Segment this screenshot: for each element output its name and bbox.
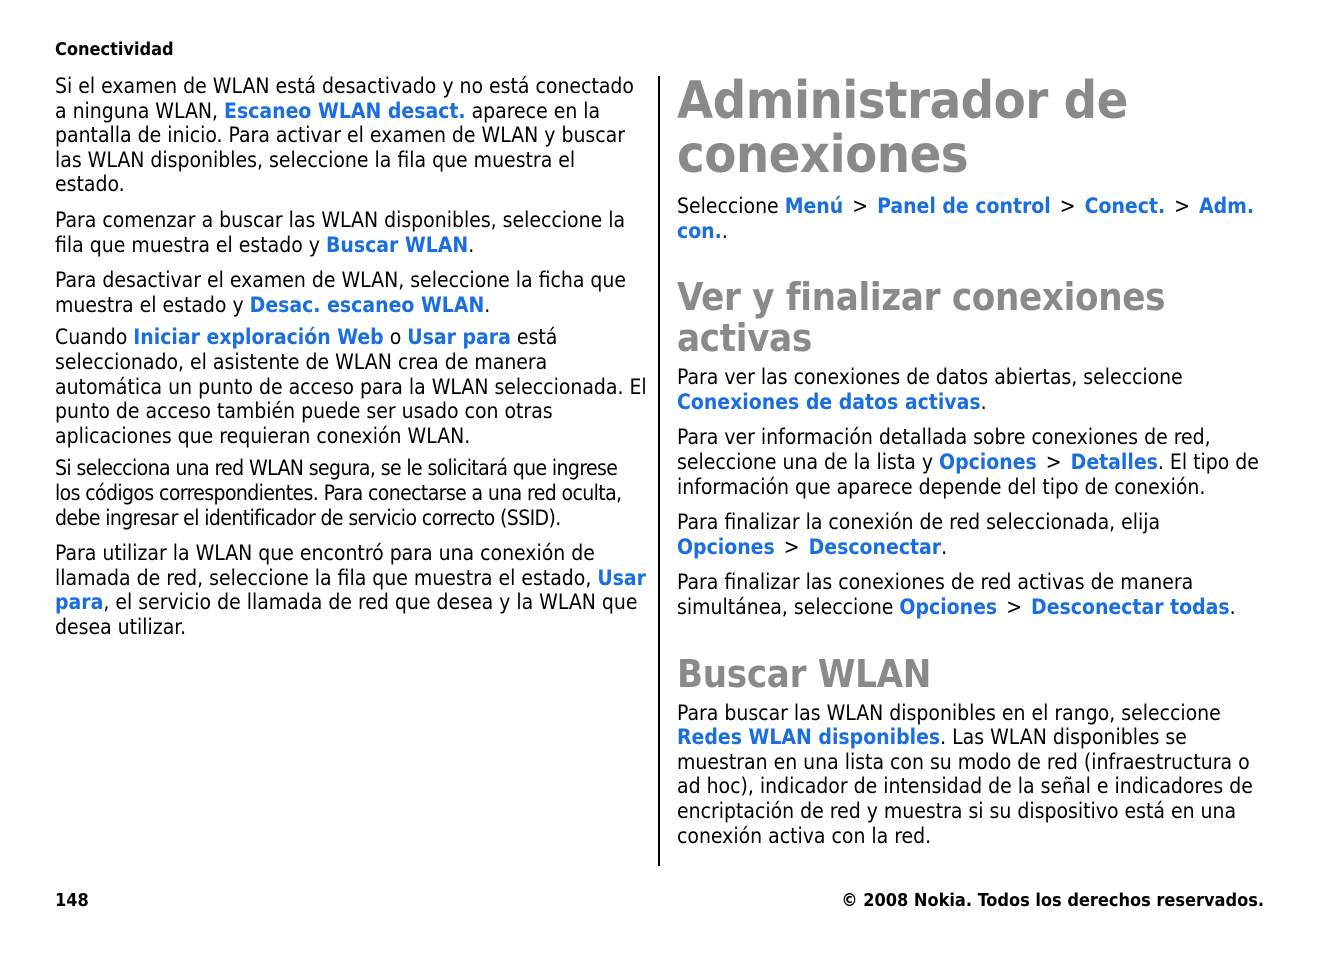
paragraph-start-search: Para comenzar a buscar las WLAN disponibles, seleccione la fila que muestra el estado y Buscar WLAN. [55, 207, 626, 257]
keyword-conexiones-de-datos-activas: Conexiones de datos activas [677, 389, 981, 414]
paragraph-open-connections: Para ver las conexiones de datos abiertas, seleccione Conexiones de datos activas. [677, 365, 1183, 414]
keyword-menu: Menú [784, 194, 844, 218]
path-separator: > [1059, 194, 1076, 218]
paragraph-secure-wlan: Si selecciona una red WLAN segura, se le solicitará que ingrese los códigos correspondientes. Para conectarse a una red oculta, debe ingresar el identificador de servicio correcto (SSID). [55, 456, 622, 530]
keyword-redes-wlan-disponibles: Redes WLAN disponibles [677, 725, 941, 750]
keyword-buscar-wlan: Buscar WLAN [325, 232, 469, 257]
keyword-adm-con: Adm. con. [677, 194, 1254, 243]
section-header: Conectividad [55, 39, 174, 60]
page-number: 148 [55, 890, 89, 911]
keyword-usar-para: Usar para [407, 325, 511, 350]
path-separator: > [1174, 194, 1190, 218]
keyword-usar-para-2: Usar para [55, 565, 646, 615]
keyword-escaneo-wlan-desact: Escaneo WLAN desact. [224, 98, 466, 123]
keyword-opciones: Opciones [899, 594, 998, 619]
section-heading-search-wlan: Buscar WLAN [677, 651, 932, 696]
paragraph-use-wlan: Para utilizar la WLAN que encontró para una conexión de llamada de red, seleccione la fila que muestra el estado, Usar para, el servicio de llamada de red que desea y la WLAN que desea utilizar. [55, 541, 646, 639]
paragraph-wlan-wizard: Cuando Iniciar exploración Web o Usar para está seleccionado, el asistente de WLAN crea de manera automática un punto de acceso para la WLAN seleccionada. El punto de acceso también puede ser usado con otras aplicaciones que requieran conexión WLAN. [55, 325, 647, 448]
paragraph-disconnect: Para finalizar la conexión de red seleccionada, elija Opciones > Desconectar. [677, 510, 1161, 559]
column-divider [658, 76, 660, 866]
keyword-desconectar-todas: Desconectar todas [1031, 594, 1230, 619]
keyword-detalles: Detalles [1070, 449, 1158, 474]
keyword-conect: Conect. [1084, 194, 1166, 218]
path-separator: > [1045, 449, 1062, 474]
paragraph-menu-path: Seleccione Menú > Panel de control > Conect. > Adm. con.. [677, 194, 1254, 243]
keyword-opciones: Opciones [677, 534, 775, 559]
left-column [55, 74, 647, 650]
keyword-panel-de-control: Panel de control [877, 194, 1051, 218]
copyright-notice: © 2008 Nokia. Todos los derechos reservados. [841, 890, 1264, 911]
keyword-desconectar: Desconectar [808, 534, 942, 559]
keyword-desac-escaneo-wlan: Desac. escaneo WLAN [249, 292, 485, 317]
path-separator: > [783, 534, 800, 559]
paragraph-scan-disabled: Si el examen de WLAN está desactivado y no está conectado a ninguna WLAN, Escaneo WLAN desact. aparece en la pantalla de inicio. Para activar el examen de WLAN y buscar las WLAN disponibles, seleccione la fila que muestra el estado. [55, 74, 634, 197]
section-heading-active-connections: Ver y finalizar conexiones activas [677, 275, 1166, 361]
path-separator: > [1006, 594, 1023, 619]
right-column [677, 71, 1269, 859]
paragraph-disable-scan: Para desactivar el examen de WLAN, seleccione la ficha que muestra el estado y Desac. escaneo WLAN. [55, 268, 627, 317]
keyword-opciones: Opciones [939, 449, 1037, 474]
paragraph-available-wlans: Para buscar las WLAN disponibles en el rango, seleccione Redes WLAN disponibles. Las WLAN disponibles se muestran en una lista con su modo de red (infraestructura o ad hoc), indicador de intensidad de la señal e indicadores de encriptación de red y muestra si su dispositivo está en una conexión activa con la red. [677, 700, 1253, 848]
paragraph-connection-details: Para ver información detallada sobre conexiones de red, seleccione una de la lista y Opciones > Detalles. El tipo de información que aparece depende del tipo de conexión. [677, 425, 1259, 499]
paragraph-disconnect-all: Para finalizar las conexiones de red activas de manera simultánea, seleccione Opciones > Desconectar todas. [677, 570, 1236, 619]
page-title: Administrador de conexiones [677, 71, 1128, 185]
keyword-iniciar-exploracion-web: Iniciar exploración Web [133, 325, 384, 350]
path-separator: > [852, 194, 869, 218]
